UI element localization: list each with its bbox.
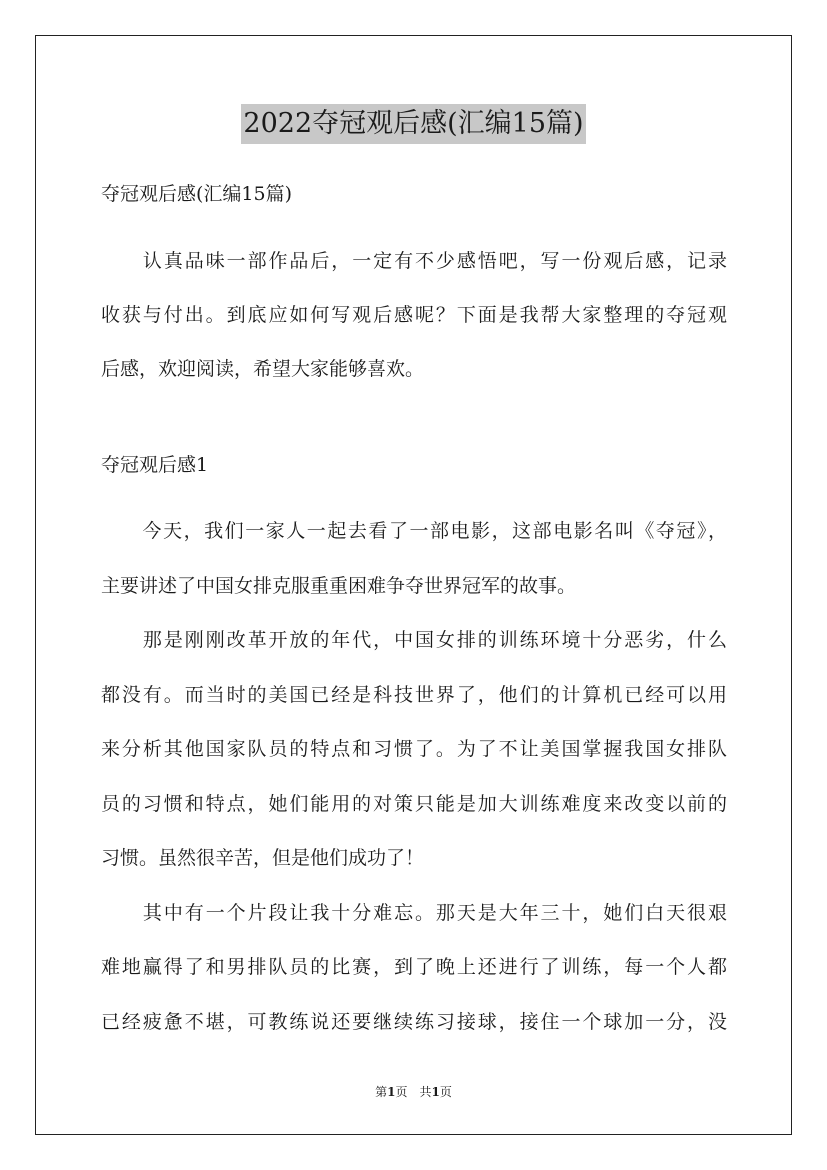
intro-paragraph [101,234,727,396]
body-line: 习惯。虽然很辛苦，但是他们成功了！ [101,847,425,869]
footer-suffix: 页 [439,1085,452,1099]
title-container [0,104,827,144]
document-title: 2022夺冠观后感(汇编15篇) [241,104,585,144]
body-text [101,504,727,1049]
intro-line: 认真品味一部作品后，一定有不少感悟吧，写一份观后感，记录 [141,250,727,272]
document-subtitle: 夺冠观后感(汇编15篇) [101,183,293,205]
body-line: 已经疲惫不堪，可教练说还要继续练习接球，接住一个球加一分，没 [101,1010,727,1033]
intro-line: 后感，欢迎阅读，希望大家能够喜欢。 [101,358,425,380]
section-heading: 夺冠观后感1 [101,454,209,476]
body-line: 今天，我们一家人一起去看了一部电影，这部电影名叫《夺冠》， [141,520,727,542]
page-footer [0,1084,827,1100]
body-line: 难地赢得了和男排队员的比赛，到了晚上还进行了训练，每一个人都 [101,956,727,978]
body-line: 其中有一个片段让我十分难忘。那天是大年三十，她们白天很艰 [141,901,727,924]
body-line: 员的习惯和特点，她们能用的对策只能是加大训练难度来改变以前的 [101,792,727,815]
body-line: 主要讲述了中国女排克服重重困难争夺世界冠军的故事。 [101,574,577,597]
footer-page-current: 1 [387,1085,396,1099]
body-line: 都没有。而当时的美国已经是科技世界了，他们的计算机已经可以用 [101,683,727,706]
body-line: 那是刚刚改革开放的年代，中国女排的训练环境十分恶劣，什么 [141,629,727,651]
intro-line: 收获与付出。到底应如何写观后感呢？下面是我帮大家整理的夺冠观 [101,304,727,326]
footer-prefix: 第 [375,1085,388,1099]
body-line: 来分析其他国家队员的特点和习惯了。为了不让美国掌握我国女排队 [101,738,727,760]
footer-mid: 页 共 [395,1085,432,1099]
footer-page-total: 1 [431,1085,440,1099]
